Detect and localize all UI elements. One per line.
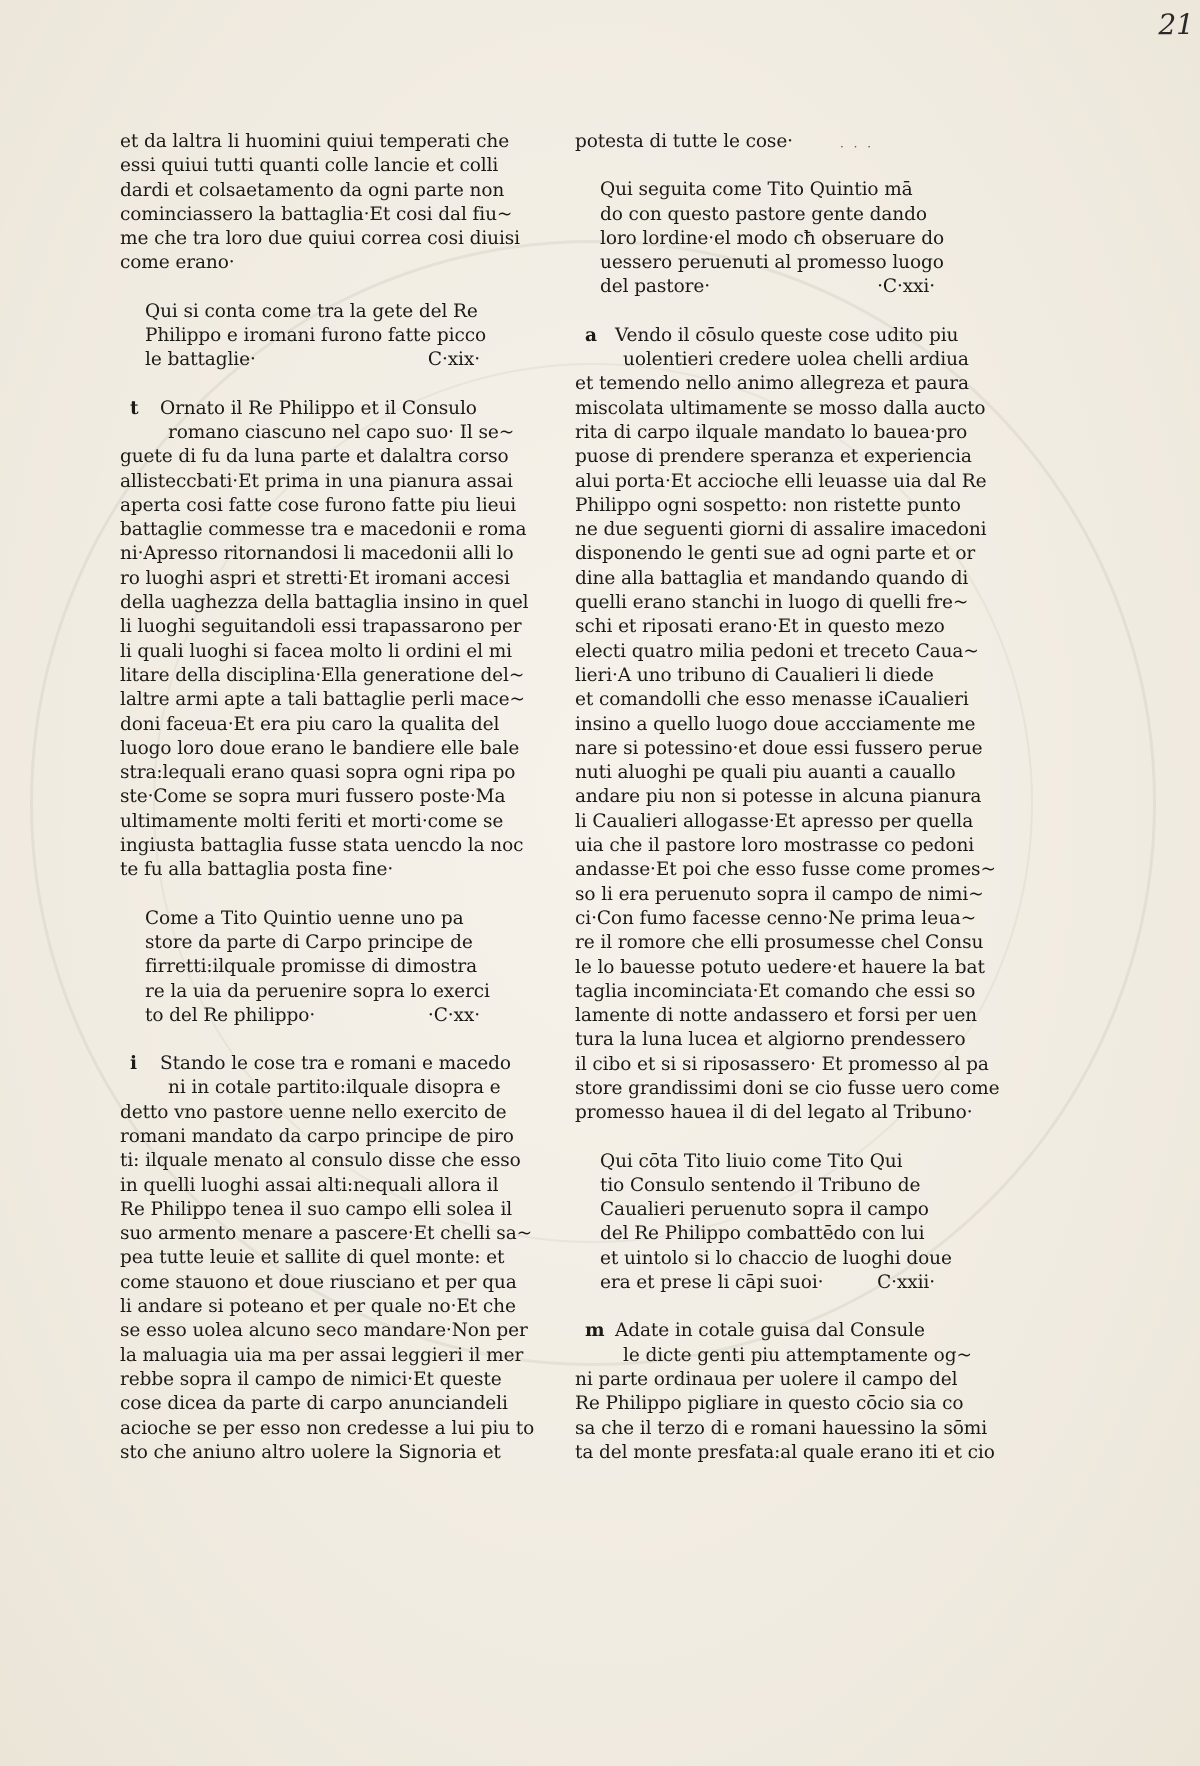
- text-line: cominciassero la battaglia·Et cosi dal fiu~: [120, 203, 513, 225]
- heading-line: Qui cōta Tito liuio come Tito Qui: [600, 1150, 903, 1172]
- text-line: ste·Come se sopra muri fussero poste·Ma: [120, 786, 506, 808]
- text-line: ultimamente molti feriti et morti·come se: [120, 810, 504, 832]
- text-line: me che tra loro due quiui correa cosi diuisi: [120, 228, 520, 250]
- text-line: sa che il terzo di e romani hauessino la sōmi: [575, 1417, 988, 1439]
- text-line: nare si potessino·et doue essi fussero perue: [575, 737, 983, 759]
- text-line-content: Adate in cotale guisa dal Consule: [615, 1320, 925, 1342]
- text-line: le dicte genti piu attemptamente og~: [623, 1344, 972, 1366]
- text-line: Re Philippo pigliare in questo cōcio sia co: [575, 1393, 964, 1415]
- text-line: quelli erano stanchi in luogo di quelli fre~: [575, 592, 969, 614]
- text-line: luogo loro doue erano le bandiere elle bale: [120, 737, 520, 759]
- text-line: electi quatro milia pedoni et treceto Caua~: [575, 640, 979, 662]
- text-line: come stauono et doue riusciano et per qua: [120, 1271, 517, 1293]
- text-line: guete di fu da luna parte et dalaltra corso: [120, 446, 509, 468]
- text-line: la maluagia uia ma per assai leggieri il mer: [120, 1344, 524, 1366]
- heading-line-last: [145, 348, 480, 372]
- text-line: dardi et colsaetamento da ogni parte non: [120, 179, 505, 201]
- heading-line: re la uia da peruenire sopra lo exerci: [145, 980, 490, 1002]
- heading-line: et uintolo si lo chaccio de luoghi doue: [600, 1247, 952, 1269]
- text-line: disponendo le genti sue ad ogni parte et or: [575, 543, 976, 565]
- guide-letter: m: [585, 1320, 605, 1342]
- heading-text: to del Re philippo·: [145, 1004, 316, 1026]
- guide-letter: a: [585, 324, 597, 346]
- text-line: andare piu non si potesse in alcuna pianura: [575, 786, 982, 808]
- text-line: acioche se per esso non credesse a lui piu to: [120, 1417, 535, 1439]
- text-line: ro luoghi aspri et stretti·Et iromani accesi: [120, 567, 510, 589]
- folio-number: 21: [1158, 8, 1194, 41]
- heading-line-last: [600, 275, 935, 299]
- text-line: allisteccbati·Et prima in una pianura assai: [120, 470, 513, 492]
- heading-line: do con questo pastore gente dando: [600, 203, 927, 225]
- text-line: litare della disciplina·Ella generatione del~: [120, 664, 525, 686]
- heading-line: Come a Tito Quintio uenne uno pa: [145, 907, 464, 929]
- heading-line-last: [145, 1004, 480, 1028]
- text-line-content: Ornato il Re Philippo et il Consulo: [160, 397, 477, 419]
- text-line: doni faceua·Et era piu caro la qualita del: [120, 713, 500, 735]
- chapter-number: C·xix·: [427, 349, 480, 371]
- text-line: ne due seguenti giorni di assalire imacedoni: [575, 519, 987, 541]
- text-line: romano ciascuno nel capo suo· Il se~: [168, 421, 515, 443]
- text-line: uolentieri credere uolea chelli ardiua: [623, 349, 969, 371]
- text-paragraph: [120, 1052, 535, 1465]
- text-line: ni in cotale partito:ilquale disopra e: [168, 1077, 501, 1099]
- text-line: li quali luoghi si facea molto li ordini el mi: [120, 640, 512, 662]
- text-line: schi et riposati erano·Et in questo mezo: [575, 616, 945, 638]
- text-line: della uaghezza della battaglia insino in quel: [120, 592, 529, 614]
- text-line: lieri·A uno tribuno di Caualieri li diede: [575, 664, 934, 686]
- heading-line: firretti:ilquale promisse di dimostra: [145, 956, 478, 978]
- text-line: in quelli luoghi assai alti:nequali allora il: [120, 1174, 499, 1196]
- text-line: come erano·: [120, 252, 235, 274]
- text-line-content: Stando le cose tra e romani e macedo: [160, 1053, 511, 1075]
- text-line: andasse·Et poi che esso fusse come promes~: [575, 859, 996, 881]
- text-line: se esso uolea alcuno seco mandare·Non per: [120, 1320, 528, 1342]
- text-line: tura la luna lucea et algiorno prendessero: [575, 1029, 966, 1051]
- text-line: ni·Apresso ritornandosi li macedonii alli lo: [120, 543, 514, 565]
- text-line: so li era peruenuto sopra il campo de nimi~: [575, 883, 984, 905]
- heading-text: del pastore·: [600, 276, 710, 298]
- text-line: te fu alla battaglia posta fine·: [120, 859, 394, 881]
- chapter-heading: [120, 300, 486, 373]
- text-line: li andare si poteano et per quale no·Et che: [120, 1296, 516, 1318]
- text-line: et da laltra li huomini quiui temperati che: [120, 131, 510, 152]
- text-line: romani mandato da carpo principe de piro: [120, 1125, 514, 1147]
- margin-marks: · · ·: [840, 140, 875, 154]
- text-line: [120, 397, 480, 421]
- heading-line-last: [600, 1271, 935, 1295]
- text-line: rita di carpo ilquale mandato lo bauea·pro: [575, 421, 968, 443]
- left-column: [120, 130, 535, 1465]
- text-line: promesso hauea il di del legato al Tribuno·: [575, 1102, 973, 1124]
- text-line: store grandissimi doni se cio fusse uero come: [575, 1077, 1000, 1099]
- text-line: miscolata ultimamente se mosso dalla aucto: [575, 397, 986, 419]
- heading-line: Qui seguita come Tito Quintio mā: [600, 179, 913, 201]
- text-line: et temendo nello animo allegreza et paura: [575, 373, 969, 395]
- text-line: cose dicea da parte di carpo anunciandeli: [120, 1393, 508, 1415]
- text-line: il cibo et si si riposassero· Et promesso al pa: [575, 1053, 989, 1075]
- text-line: dine alla battaglia et mandando quando di: [575, 567, 969, 589]
- text-line: li Caualieri allogasse·Et apresso per quella: [575, 810, 974, 832]
- text-line: lamente di notte andassero et forsi per uen: [575, 1005, 977, 1027]
- text-paragraph: [120, 397, 529, 883]
- heading-line: del Re Philippo combattēdo con lui: [600, 1223, 925, 1245]
- text-line: ta del monte presfata:al quale erano iti et cio: [575, 1441, 995, 1463]
- heading-line: loro lordine·el modo cħ obseruare do: [600, 227, 945, 249]
- right-column: [575, 130, 1000, 1465]
- text-line: ci·Con fumo facesse cenno·Ne prima leua~: [575, 907, 977, 929]
- text-paragraph: [575, 1319, 995, 1465]
- text-line: taglia incominciata·Et comando che essi so: [575, 980, 976, 1002]
- heading-line: Qui si conta come tra la gete del Re: [145, 300, 478, 322]
- text-line: le lo bauesse potuto uedere·et hauere la bat: [575, 956, 985, 978]
- text-line: [120, 1052, 511, 1076]
- heading-line: Philippo e iromani furono fatte picco: [145, 325, 486, 347]
- heading-line: uessero peruenuti al promesso luogo: [600, 252, 944, 274]
- text-line: pea tutte leuie et sallite di quel monte: et: [120, 1247, 505, 1269]
- text-line: re il romore che elli prosumesse chel Consu: [575, 932, 984, 954]
- text-line: essi quiui tutti quanti colle lancie et colli: [120, 155, 499, 177]
- text-line: detto vno pastore uenne nello exercito de: [120, 1101, 507, 1123]
- heading-line: store da parte di Carpo principe de: [145, 931, 473, 953]
- text-line: laltre armi apte a tali battaglie perli mace~: [120, 689, 525, 711]
- text-line: ingiusta battaglia fusse stata uencdo la noc: [120, 835, 524, 857]
- heading-text: le battaglie·: [145, 349, 256, 371]
- text-line: aperta cosi fatte cose furono fatte piu lieui: [120, 494, 517, 516]
- text-line: suo armento menare a pascere·Et chelli sa~: [120, 1223, 533, 1245]
- text-line: battaglie commesse tra e macedonii e roma: [120, 519, 527, 541]
- chapter-number: C·xxii·: [877, 1272, 935, 1294]
- text-line: Philippo ogni sospetto: non ristette punto: [575, 494, 961, 516]
- text-line: alui porta·Et accioche elli leuasse uia dal Re: [575, 470, 987, 492]
- heading-line: tio Consulo sentendo il Tribuno de: [600, 1174, 921, 1196]
- text-line: potesta di tutte le cose·: [575, 131, 793, 152]
- guide-letter: i: [130, 1053, 137, 1075]
- text-block: [575, 130, 935, 154]
- chapter-number: ·C·xxi·: [877, 276, 935, 298]
- chapter-heading: [575, 1150, 952, 1296]
- chapter-heading: [575, 178, 945, 299]
- text-line: Re Philippo tenea il suo campo elli solea il: [120, 1198, 513, 1220]
- text-line: ni parte ordinaua per uolere il campo del: [575, 1368, 958, 1390]
- text-line: sto che aniuno altro uolere la Signoria et: [120, 1441, 501, 1463]
- text-line: rebbe sopra il campo de nimici·Et queste: [120, 1368, 502, 1390]
- chapter-number: ·C·xx·: [427, 1004, 480, 1026]
- text-line: et comandolli che esso menasse iCaualieri: [575, 689, 969, 711]
- text-line: [575, 324, 959, 348]
- heading-text: era et prese li cāpi suoi·: [600, 1272, 824, 1294]
- text-line: uia che il pastore loro mostrasse co pedoni: [575, 835, 975, 857]
- text-line: ti: ilquale menato al consulo disse che esso: [120, 1150, 521, 1172]
- heading-line: Caualieri peruenuto sopra il campo: [600, 1199, 929, 1221]
- guide-letter: t: [130, 397, 139, 419]
- text-paragraph: [575, 324, 1000, 1126]
- text-line-content: Vendo il cōsulo queste cose udito piu: [615, 324, 959, 346]
- chapter-heading: [120, 907, 490, 1028]
- text-line: puose di prendere speranza et experiencia: [575, 446, 972, 468]
- text-line: insino a quello luogo doue accciamente me: [575, 713, 976, 735]
- text-block: [120, 130, 520, 276]
- text-line: [575, 1319, 935, 1343]
- text-line: nuti aluoghi pe quali piu auanti a cauallo: [575, 762, 956, 784]
- text-line: stra:lequali erano quasi sopra ogni ripa po: [120, 762, 516, 784]
- text-line: li luoghi seguitandoli essi trapassarono per: [120, 616, 522, 638]
